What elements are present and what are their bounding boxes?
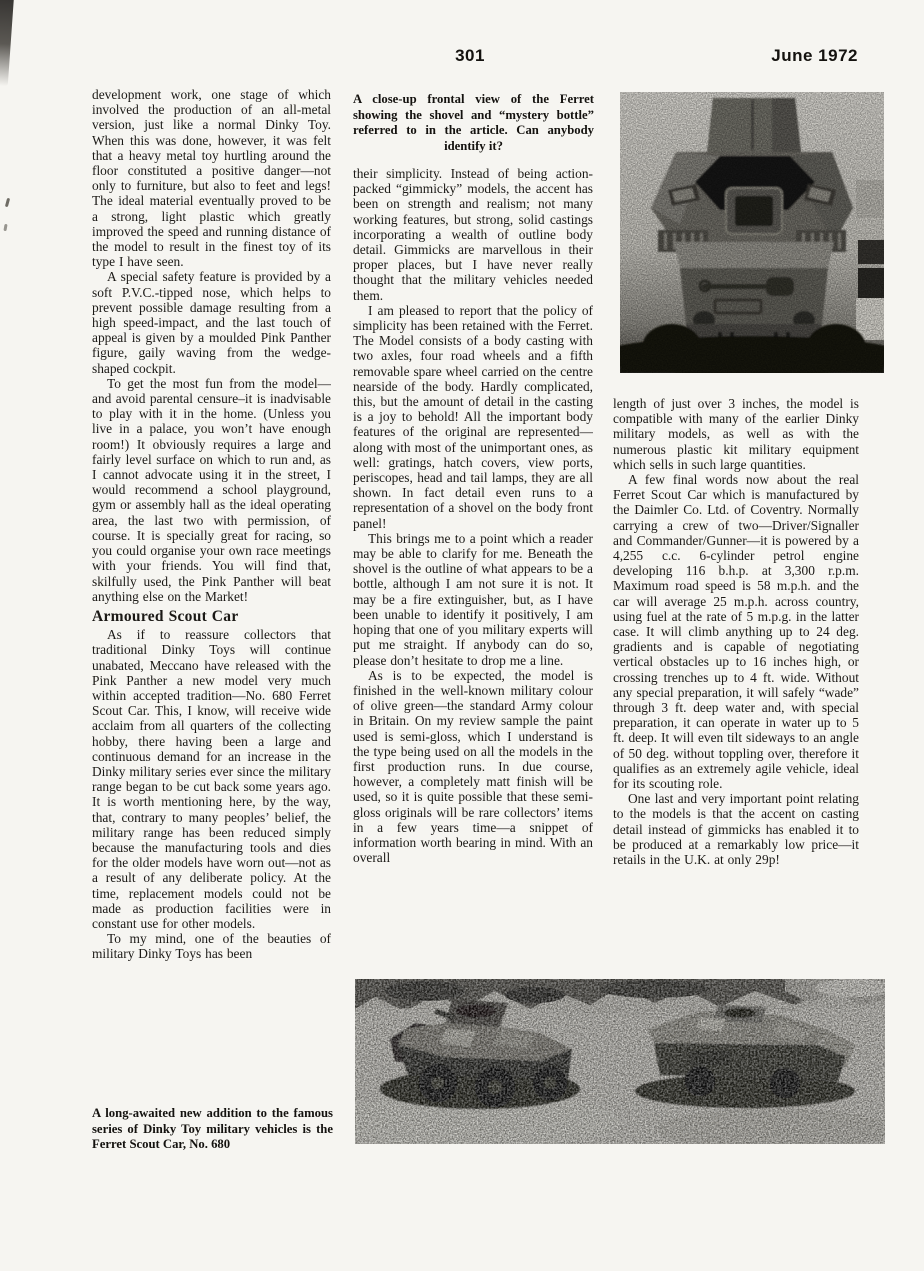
column-1 [92,87,331,962]
paragraph: A few final words now about the real Ferret Scout Car which is manufactured by the Daimler Co. Ltd. of Coventry. Normally carrying a crew of two—Driver/Signaller and Commander/Gunner—it is powered by a 4,255 c.c. 6-cylinder petrol engine developing 116 b.h.p. at 3,300 r.p.m. Maximum road speed is 58 m.p.h. and the car will average 25 m.p.h. across country, using fuel at the rate of 5 m.p.g. in the latter case. It will climb anything up to 24 deg. gradients and is capable of negotiating vertical obstacles up to 16 inches high, or crossing trenches up to 4 ft. wide. Without any special preparation, it will safely “wade” through 3 ft. deep water and, with special preparation, it can operate in water up to 5 ft. deep. It will even tilt sideways to an angle of 50 deg. without toppling over, therefore it qualifies as an extremely agile vehicle, ideal for its scouting role. [613,472,859,792]
paragraph: I am pleased to report that the policy of simplicity has been retained with the Ferret. The Model consists of a body casting with two axles, four road wheels and a fifth removable spare wheel carried on the centre nearside of the body. Hardly complicated, this, but the amount of detail in the casting is a joy to behold! All the important body features of the original are represented—along with most of the unimportant ones, as well: gratings, hatch covers, view ports, periscopes, head and tail lamps, they are all shown. In fact detail even runs to a representation of a shovel on the body front panel! [353,302,593,531]
paragraph: As is to be expected, the model is finished in the well-known military colour of olive green—the standard Army colour in Britain. On my review sample the paint used is semi-gloss, which I understand is the type being used on all the models in the first production runs. In due course, however, a completely matt finish will be used, so it is quite possible that these semi-gloss originals will be rare collectors’ items in a few years time—a snippet of information worth bearing in mind. With an overall [353,667,593,866]
paragraph: development work, one stage of which involved the production of an all-metal version, just like a normal Dinky Toy. When this was done, however, it was felt that a heavy metal toy hurtling around the floor constituted a positive danger—not only to furniture, but also to feet and legs! The ideal material eventually proved to be a strong, light plastic which greatly improved the speed and running distance of the model to result in the finest toy of its type I have seen. [92,87,331,270]
ferret-frontal-photo [620,92,884,373]
paragraph: As if to reassure collectors that traditional Dinky Toys will continue unabated, Meccano have released with the Pink Panther a new model very much within accepted tradition—No. 680 Ferret Scout Car. This, I know, will receive wide acclaim from all quarters of the collecting hobby, there having been a large and continuous demand for an increase in the Dinky military series ever since the military range began to be cut back some years ago. It is worth mentioning here, by the way, that, contrary to many peoples’ belief, the military range has been reduced simply because the manufacturing tools and dies for the older models have worn out—not as a result of any deliberate policy. At the time, replacement models could not be made as production facilities were in constant use for other models. [92,627,331,931]
paragraph: A special safety feature is provided by a soft P.V.C.-tipped nose, which helps to prevent possible damage resulting from a high speed-impact, and the last touch of appeal is given by a moulded Pink Panther figure, gaily waving from the wedge-shaped cockpit. [92,269,331,376]
page-number: 301 [455,46,485,65]
paragraph: One last and very important point relating to the models is that the accent on casting detail instead of gimmicks has enabled it to be produced at a remarkably low price—it retails in the U.K. at only 29p! [613,791,859,868]
section-heading-armoured-scout-car: Armoured Scout Car [92,607,239,625]
paragraph: length of just over 3 inches, the model is compatible with many of the earlier Dinky military models, as well as with the numerous plastic kit military equipment which sells in such large quantities. [613,396,859,472]
column-3 [613,396,859,867]
column-2 [353,166,593,865]
scan-artifact-corner [0,0,14,86]
paragraph: To get the most fun from the model—and avoid parental censure–it is inadvisable to play with it in the home. (Unless you live in a palace, you won’t have enough room!) It obviously requires a large and fairly level surface on which to run and, as I cannot advocate using it in the street, I would recommend a school playground, gym or assembly hall as the ideal operating area, the last two with permission, of course. It is specially great for racing, so you could organise your own race meetings with your friends. You will find that, skilfully used, the Pink Panther will beat anything else on the Market! [92,375,331,604]
scan-speck [5,198,10,207]
paragraph: their simplicity. Instead of being action-packed “gimmicky” models, the accent has been on strength and realism; not many working features, but strong, solid castings incorporating a wealth of outline body detail. Gimmicks are marvellous in their proper places, but I have never really thought that the military vehicles needed them. [353,166,593,303]
photo-caption-bottom: A long-awaited new addition to the famous series of Dinky Toy military vehicles is the Ferret Scout Car, No. 680 [92,1106,333,1152]
paragraph: To my mind, one of the beauties of military Dinky Toys has been [92,931,331,962]
issue-date: June 1972 [771,46,858,65]
diorama-photo [355,979,885,1144]
paragraph: This brings me to a point which a reader may be able to clarify for me. Beneath the shovel is the outline of what appears to be a bottle, although I am not sure it is not. It may be a fire extinguisher, but, as I have been unable to identify it positively, I am hoping that one of you military experts will put me straight. If anybody can do so, please don’t hesitate to drop me a line. [353,530,593,668]
photo-caption-top: A close-up frontal view of the Ferret showing the shovel and “mystery bottle” referred to in the article. Can anybody identify it? [353,92,594,153]
scan-speck [3,224,7,231]
